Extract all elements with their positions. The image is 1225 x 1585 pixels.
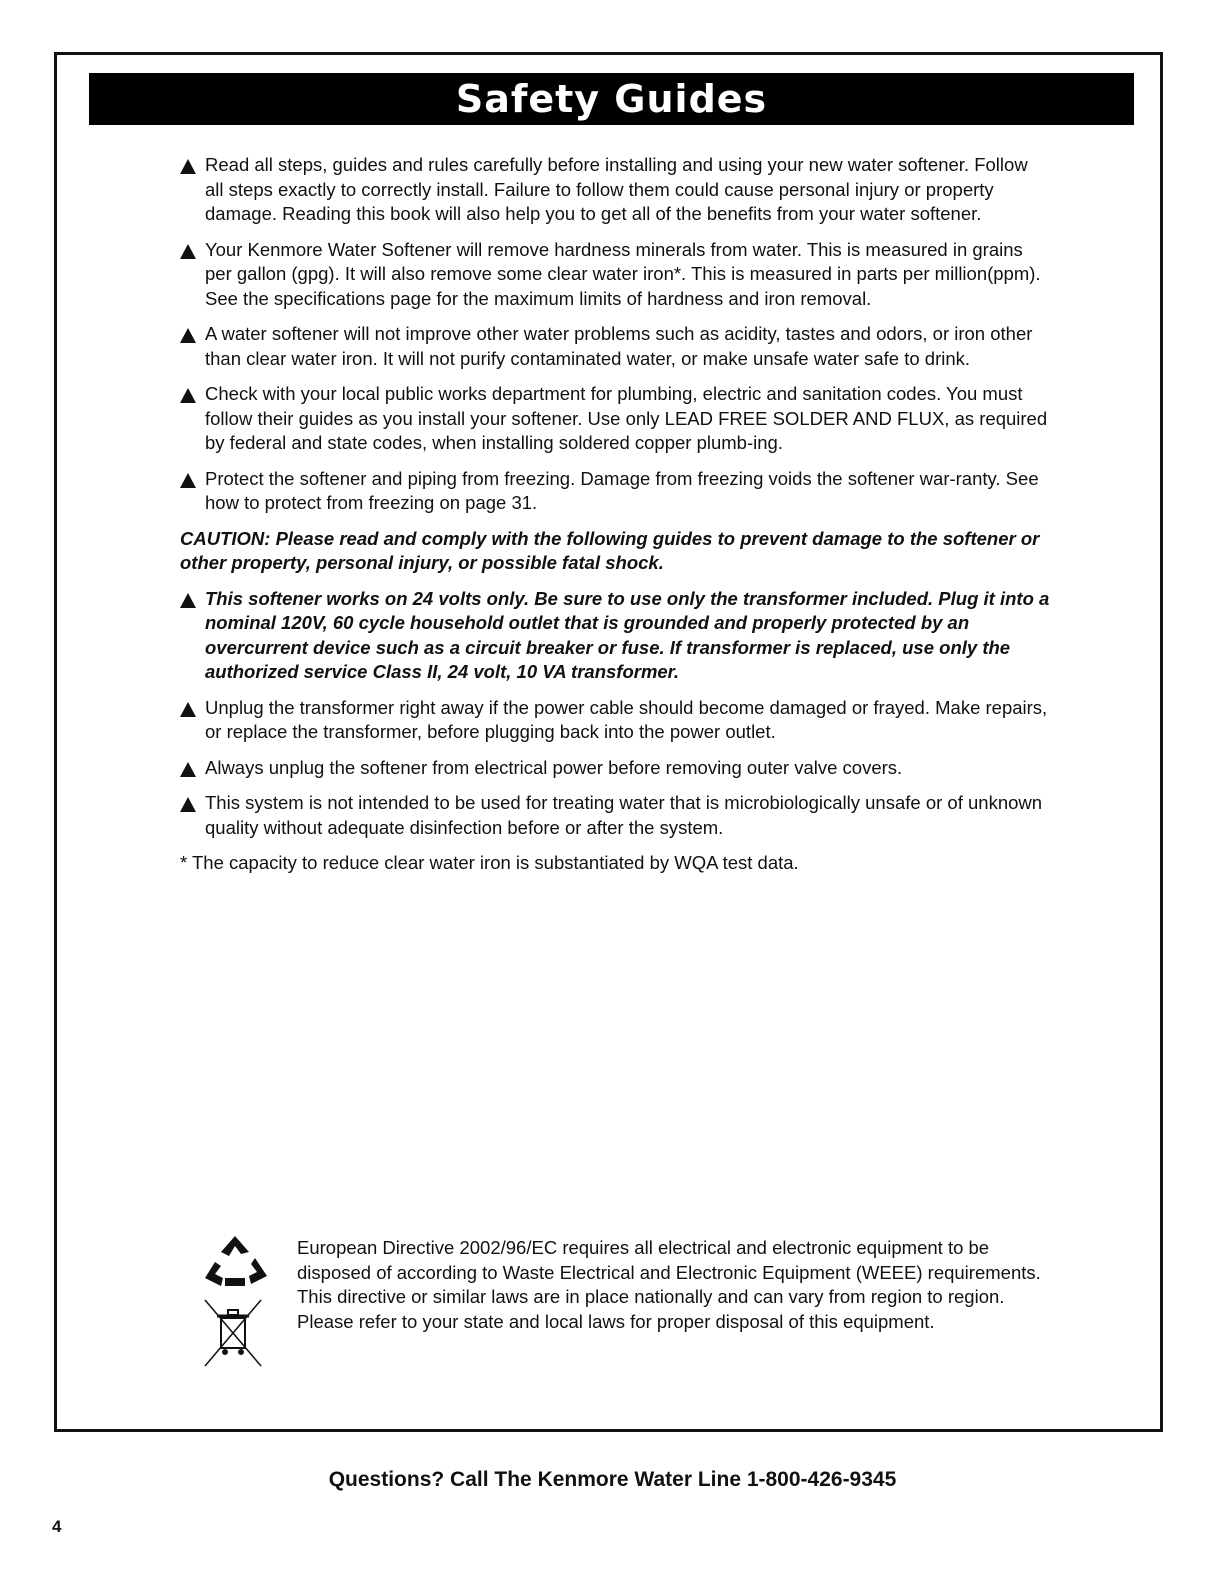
safety-item — [170, 467, 1050, 516]
caution-statement: CAUTION: Please read and comply with the following guides to prevent damage to the softener or other property, personal injury, or possible fatal shock. — [180, 527, 1040, 573]
safety-content — [170, 153, 1050, 876]
safety-item — [170, 756, 1050, 781]
safety-item — [170, 696, 1050, 745]
page-number: 4 — [52, 1517, 62, 1536]
footnote: * The capacity to reduce clear water iron is substantiated by WQA test data. — [180, 852, 799, 873]
safety-item-text: Protect the softener and piping from freezing. Damage from freezing voids the softener war-ranty. See how to protect from freezing on page 31. — [205, 467, 1039, 513]
safety-item-text: This system is not intended to be used for treating water that is microbiologically unsafe or of unknown quality without adequate disinfection before or after the system. — [205, 792, 1043, 838]
warning-triangle-icon — [180, 159, 196, 174]
safety-item-text: Your Kenmore Water Softener will remove hardness minerals from water. This is measured in grains per gallon (gpg). It will also remove some clear water iron*. This is measured in parts per million(ppm). See the specifications page for the maximum limits of hardness and iron removal. — [205, 238, 1041, 309]
crossed-out-bin-icon — [195, 1296, 275, 1370]
weee-icons — [195, 1232, 275, 1372]
safety-item-text: Always unplug the softener from electrical power before removing outer valve covers. — [205, 756, 903, 778]
safety-item — [170, 382, 1050, 456]
safety-item — [170, 238, 1050, 312]
safety-item-text: Read all steps, guides and rules carefully before installing and using your new water softener. Follow all steps exactly to correctly install. Failure to follow them could cause personal injury or property damage. Reading this book will also help you to get all of the benefits from your water softener. — [205, 154, 1028, 224]
warning-triangle-icon — [180, 762, 196, 777]
safety-item — [170, 153, 1050, 227]
warning-triangle-icon — [180, 797, 196, 812]
warning-triangle-icon — [180, 473, 196, 488]
warning-triangle-icon — [180, 388, 196, 403]
safety-item-text: Unplug the transformer right away if the power cable should become damaged or frayed. Make repairs, or replace the transformer, before plugging back into the power outlet. — [205, 696, 1048, 742]
warning-triangle-icon — [180, 593, 196, 608]
weee-text: European Directive 2002/96/EC requires all electrical and electronic equipment to be disposed of according to Waste Electrical and Electronic Equipment (WEEE) requirements. This directive or similar laws are in place nationally and can vary from region to region. Please refer to your state and local laws for proper disposal of this equipment. — [297, 1237, 1041, 1332]
warning-triangle-icon — [180, 244, 196, 259]
warning-triangle-icon — [180, 702, 196, 717]
footer-help-line: Questions? Call The Kenmore Water Line 1-800-426-9345 — [328, 1468, 897, 1491]
recycle-icon — [195, 1232, 275, 1294]
page-title: Safety Guides — [89, 73, 1134, 125]
safety-item — [170, 587, 1050, 685]
warning-triangle-icon — [180, 328, 196, 343]
safety-item — [170, 791, 1050, 840]
safety-item-text: Check with your local public works department for plumbing, electric and sanitation codes. You must follow their guides as you install your softener. Use only LEAD FREE SOLDER AND FLUX, as required by federal and state codes, when installing soldered copper plumb-ing. — [205, 383, 1048, 453]
safety-item-text: This softener works on 24 volts only. Be sure to use only the transformer included. Plug it into a nominal 120V, 60 cycle household outlet that is grounded and properly protected by an overcurrent device such as a circuit breaker or fuse. If transformer is replaced, use only the authorized service Class II, 24 volt, 10 VA transformer. — [205, 587, 1050, 682]
safety-item-text: A water softener will not improve other water problems such as acidity, tastes and odors, or iron other than clear water iron. It will not purify contaminated water, or make unsafe water safe to drink. — [205, 323, 1033, 369]
safety-item — [170, 322, 1050, 371]
